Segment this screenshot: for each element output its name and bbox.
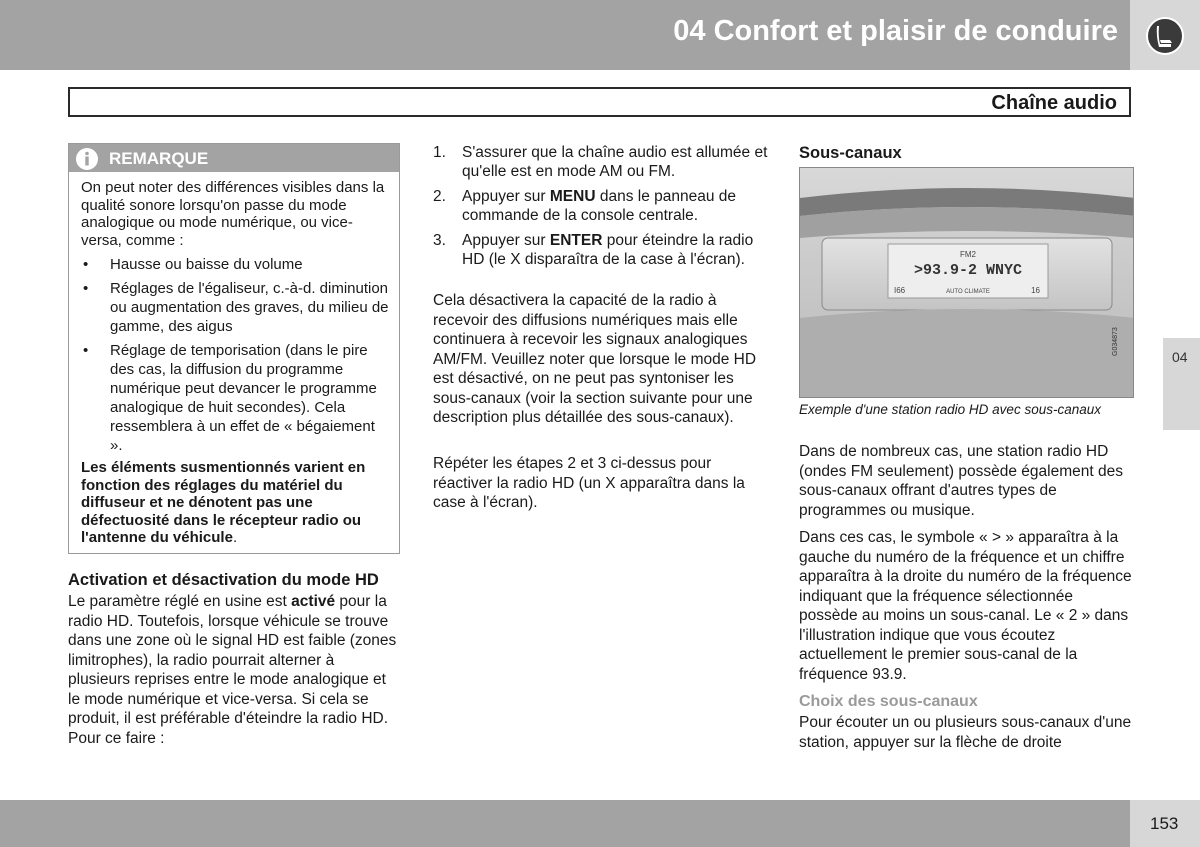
seat-icon (1145, 16, 1185, 56)
step-number: 2. (433, 188, 446, 205)
hd-disable-paragraph: Cela désactivera la capacité de la radio à recevoir des diffusions numériques mais elle continuera à recevoir les signaux analogiques AM/FM. Veuillez noter que lorsque le mode HD est désactivé, on ne peut pas syntoniser les sous-canaux (voir la section suivante pour une description plus détaillée des sous-canaux). (433, 292, 757, 426)
subchannels-choice-heading: Choix des sous-canaux (799, 693, 978, 710)
side-tab-label: 04 (1172, 349, 1188, 365)
info-icon (75, 147, 99, 171)
bullet-dot: • (83, 256, 89, 273)
step-text-post: pour éteindre la radio HD (le X disparaîtra de la case à l'écran). (462, 232, 754, 268)
bullet-dot: • (83, 342, 89, 359)
note-warning-end: . (232, 529, 238, 546)
section-title: Chaîne audio (991, 92, 1117, 114)
step-text: S'assurer que la chaîne audio est allumée et qu'elle est en mode AM ou FM. (462, 144, 768, 180)
activation-text-post: pour la radio HD. Toutefois, lorsque véhicule se trouve dans une zone où le signal HD est faible (zones limitrophes), la radio pourrait alterner à plusieurs reprises entre le mode analogique et le mode numérique et vice-versa. Si cela se produit, il est préférable d'éteindre la radio HD. Pour ce faire : (68, 593, 397, 747)
step-item (433, 143, 768, 181)
step-item (433, 231, 768, 269)
subchannels-paragraph-3: Pour écouter un ou plusieurs sous-canaux d'une station, appuyer sur la flèche de droite (799, 714, 1132, 751)
chapter-side-tab (1163, 338, 1200, 430)
activation-paragraph (68, 592, 398, 748)
radio-display-illustration (800, 168, 1134, 398)
step-text-pre: Appuyer sur (462, 188, 550, 205)
steps-list (433, 143, 768, 275)
note-intro: On peut noter des différences visibles dans la qualité sonore lorsqu'on passe du mode analogique ou mode numérique, ou vice-versa, comme : (81, 179, 385, 249)
list-item (81, 279, 391, 336)
activation-text-bold: activé (291, 593, 336, 610)
bullet-text: Hausse ou baisse du volume (110, 256, 303, 273)
step-number: 1. (433, 144, 446, 161)
footer-bar (0, 800, 1130, 847)
display-bottom-label: AUTO CLIMATE (946, 289, 990, 295)
section-title-box (68, 87, 1131, 117)
photo-code: G034873 (1112, 327, 1119, 356)
display-right-tag: 16 (1031, 286, 1040, 295)
step-item (433, 187, 768, 225)
activation-heading: Activation et désactivation du mode HD (68, 571, 379, 589)
activation-text-pre: Le paramètre réglé en usine est (68, 593, 292, 610)
radio-display-photo (799, 167, 1134, 398)
display-fm-label: FM2 (960, 250, 976, 259)
step-number: 3. (433, 232, 446, 249)
bullet-dot: • (83, 280, 89, 297)
display-left-tag: I66 (894, 286, 906, 295)
step-text-pre: Appuyer sur (462, 232, 550, 249)
bullet-text: Réglages de l'égaliseur, c.-à-d. diminution ou augmentation des graves, du milieu de gamme, des aigus (110, 280, 389, 335)
photo-caption: Exemple d'une station radio HD avec sous-canaux (799, 402, 1101, 417)
note-bullet-list (81, 255, 391, 460)
note-warning (81, 459, 391, 547)
step-text-bold: ENTER (549, 232, 603, 249)
note-warning-text: Les éléments susmentionnés varient en fonction des réglages du matériel du diffuseur et ne dénotent pas une défectuosité dans le récepteur radio ou l'antenne du véhicule (81, 459, 366, 546)
step-text-post: dans le panneau de commande de la console centrale. (462, 188, 737, 224)
hd-reactivate-paragraph: Répéter les étapes 2 et 3 ci-dessus pour réactiver la radio HD (un X apparaîtra dans la case à l'écran). (433, 455, 745, 511)
page-number-box (1130, 800, 1200, 847)
subchannels-paragraph-2: Dans ces cas, le symbole « > » apparaîtra à la gauche du numéro de la fréquence et un chiffre apparaîtra à la droite du numéro de la fréquence indiquant que la fréquence sélectionnée possède au moins un sous-canal. Le « 2 » dans l'illustration indique que vous écoutez actuellement le premier sous-canal de la fréquence 93.9. (799, 529, 1132, 683)
chapter-title: 04 Confort et plaisir de conduire (673, 15, 1118, 47)
note-header (69, 144, 399, 172)
note-title: REMARQUE (109, 149, 209, 168)
subchannels-paragraph-1: Dans de nombreux cas, une station radio HD (ondes FM seulement) possède également des sous-canaux offrant d'autres types de programmes ou musique. (799, 443, 1123, 519)
note-box (68, 143, 400, 554)
list-item (81, 341, 391, 455)
subchannels-heading: Sous-canaux (799, 144, 902, 162)
page-number: 153 (1150, 814, 1179, 833)
bullet-text: Réglage de temporisation (dans le pire des cas, la diffusion du programme numérique peut devancer le programme analogique de huit secondes). Cela ressemblera à un effet de « bégaiement ». (110, 342, 377, 454)
step-text-bold: MENU (549, 188, 596, 205)
list-item (81, 255, 391, 274)
display-station: >93.9-2 WNYC (913, 262, 1023, 279)
